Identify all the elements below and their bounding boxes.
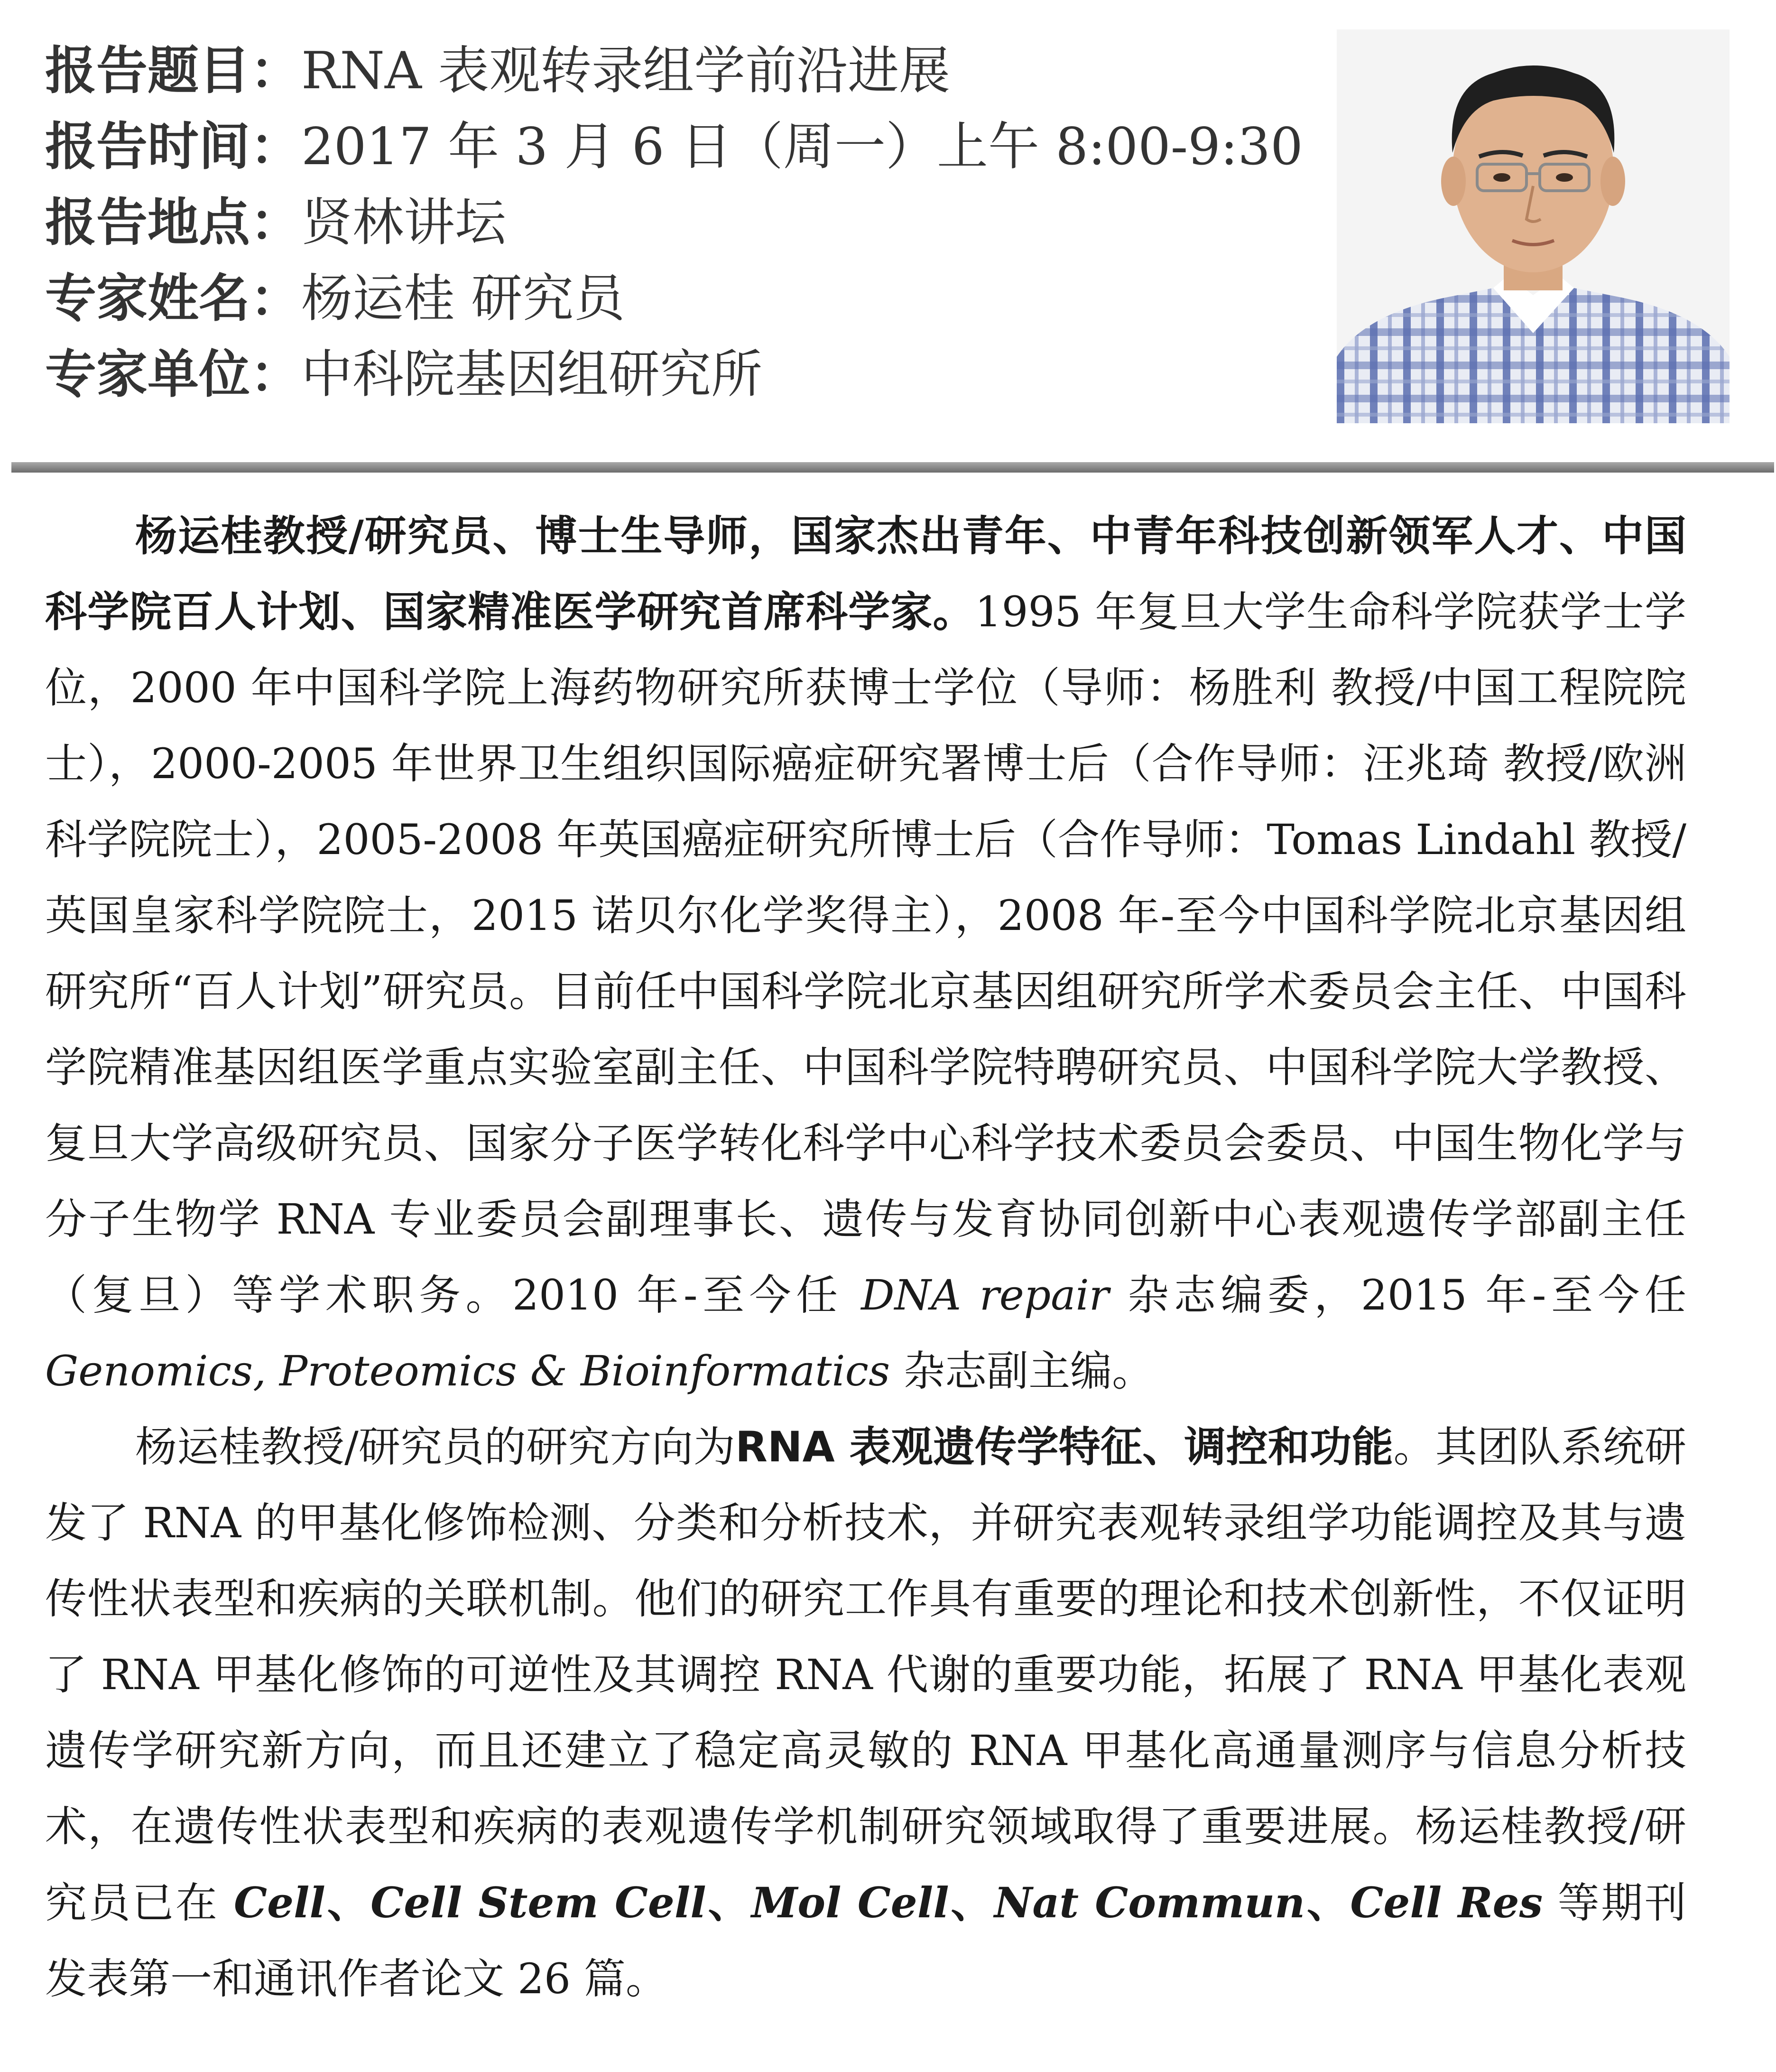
expert-name-value: 杨运桂 研究员	[301, 269, 625, 328]
report-time-value: 2017 年 3 月 6 日（周一）上午 8:00-9:30	[301, 117, 1303, 177]
journal-gpb: Genomics, Proteomics & Bioinformatics	[45, 1347, 890, 1395]
expert-name-row	[45, 261, 1326, 337]
expert-affiliation-row	[45, 337, 1326, 413]
bio-honors: 杨运桂教授/研究员、博士生导师，国家杰出青年、中青年科技创新领军人才、中国科学院百人计划、国家精准医学研究首席科学家。	[45, 511, 1686, 636]
report-title-value: RNA 表观转录组学前沿进展	[301, 41, 951, 101]
section-divider	[11, 462, 1774, 473]
bio-career: 1995 年复旦大学生命科学院获学士学位，2000 年中国科学院上海药物研究所获博士学位（导师：杨胜利 教授/中国工程院院士），2000-2005 年世界卫生组织国际癌症研究署博士后（合作导师：汪兆琦 教授/欧洲科学院院士），2005-2008 年英国癌症研究所博士后（合作导师：Tomas Lindahl 教授/英国皇家科学院院士，2015 诺贝尔化学奖得主），2008 年-至今中国科学院北京基因组研究所“百人计划”研究员。目前任中国科学院北京基因组研究所学术委员会主任、中国科学院精准基因组医学重点实验室副主任、中国科学院特聘研究员、中国科学院大学教授、复旦大学高级研究员、国家分子医学转化科学中心科学技术委员会委员、中国生物化学与分子生物学 RNA 专业委员会副理事长、遗传与发育协同创新中心表观遗传学部副主任（复旦）等学术职务。2010 年-至今任	[45, 587, 1686, 1319]
portrait-illustration	[1337, 29, 1730, 423]
bio-section	[45, 498, 1686, 2017]
research-description: 。其团队系统研发了 RNA 的甲基化修饰检测、分类和分析技术，并研究表观转录组学功能调控及其与遗传性状表型和疾病的关联机制。他们的研究工作具有重要的理论和技术创新性，不仅证明了 RNA 甲基化修饰的可逆性及其调控 RNA 代谢的重要功能，拓展了 RNA 甲基化表观遗传学研究新方向，而且还建立了稳定高灵敏的 RNA 甲基化高通量测序与信息分析技术，在遗传性状表型和疾病的表观遗传学机制研究领域取得了重要进展。杨运桂教授/研究员已在	[45, 1422, 1686, 1927]
publication-count: 等期刊发表第一和通讯作者论文 26 篇。	[45, 1878, 1686, 2003]
report-info	[45, 33, 1326, 413]
research-intro: 杨运桂教授/研究员的研究方向为	[135, 1422, 736, 1471]
journal-separator: 、	[706, 1878, 751, 1927]
expert-affiliation-label: 专家单位：	[45, 345, 302, 404]
journal-separator: 、	[949, 1878, 994, 1927]
expert-portrait	[1337, 29, 1730, 423]
journal-dna-repair: DNA repair	[861, 1271, 1109, 1319]
bio-editorial-end: 杂志副主编。	[890, 1347, 1154, 1395]
report-location-value: 贤林讲坛	[301, 193, 507, 252]
journal-separator: 、	[1305, 1878, 1350, 1927]
bio-paragraph-1	[45, 498, 1686, 1409]
report-time-label: 报告时间：	[45, 117, 302, 177]
report-location-label: 报告地点：	[45, 193, 302, 252]
report-location-row	[45, 185, 1326, 261]
journal-nat-commun: Nat Commun	[994, 1878, 1305, 1927]
journal-separator: 、	[325, 1878, 371, 1927]
journal-cell: Cell	[234, 1878, 325, 1927]
report-title-label: 报告题目：	[45, 41, 302, 101]
expert-name-label: 专家姓名：	[45, 269, 302, 328]
report-title-row	[45, 33, 1326, 109]
journal-mol-cell: Mol Cell	[751, 1878, 949, 1927]
research-direction: RNA 表观遗传学特征、调控和功能	[735, 1422, 1394, 1471]
expert-affiliation-value: 中科院基因组研究所	[301, 345, 763, 404]
report-time-row	[45, 109, 1326, 185]
bio-editorial-mid: 杂志编委，2015 年-至今任	[1109, 1271, 1686, 1319]
journal-cell-stem-cell: Cell Stem Cell	[370, 1878, 706, 1927]
bio-paragraph-2	[45, 1409, 1686, 2017]
journal-cell-res: Cell Res	[1350, 1878, 1543, 1927]
